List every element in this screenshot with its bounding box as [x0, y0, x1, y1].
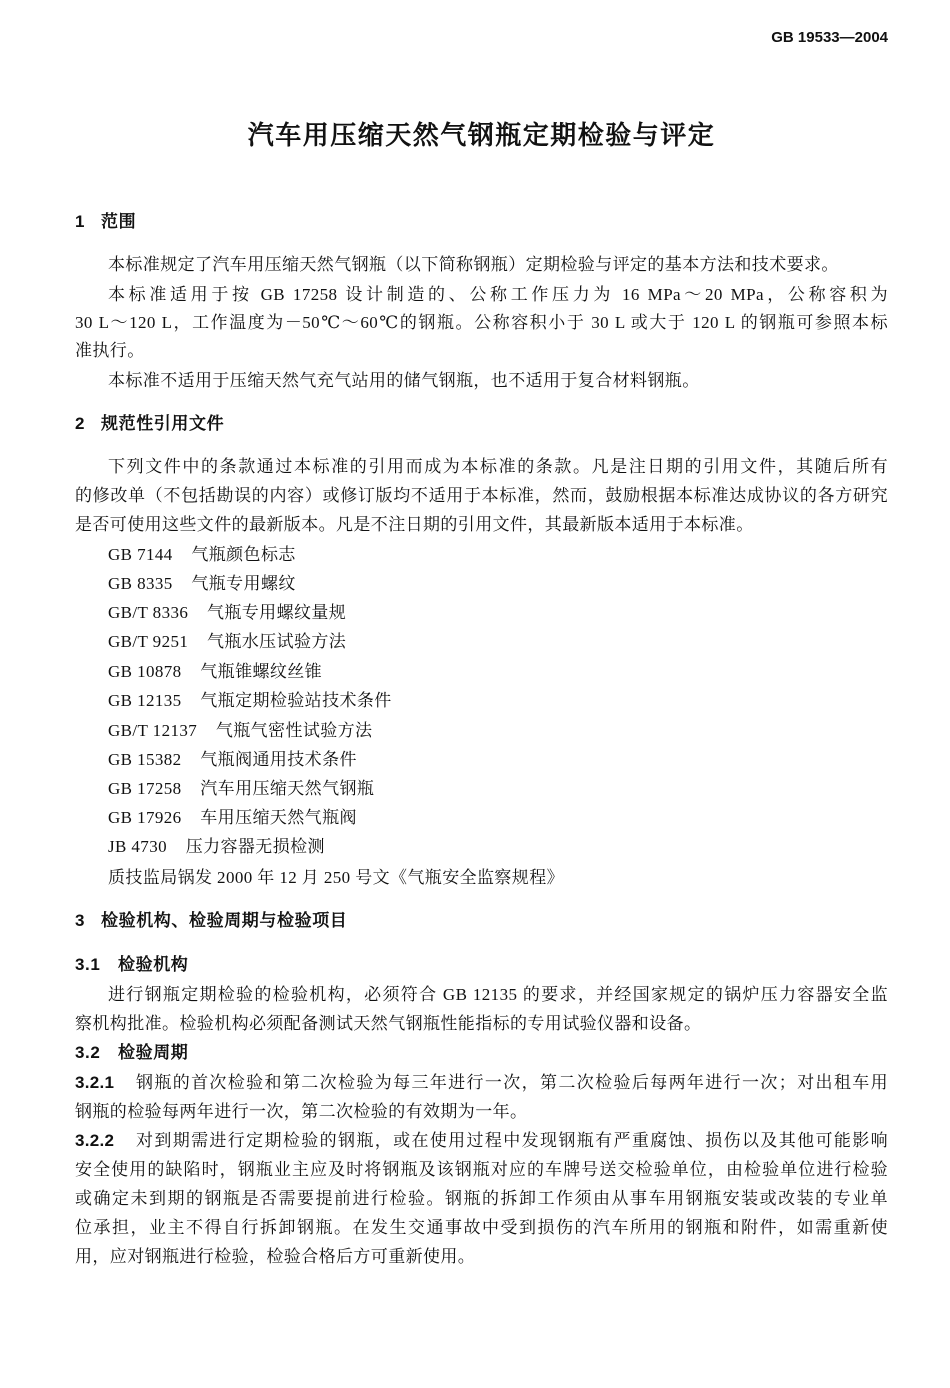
reference-title: 气瓶专用螺纹 — [191, 574, 296, 593]
reference-code: GB/T 12137 — [108, 721, 198, 740]
subsection-heading-3-1 — [75, 953, 188, 977]
paragraph-line: 本标准不适用于压缩天然气充气站用的储气钢瓶，也不适用于复合材料钢瓶。 — [108, 371, 700, 390]
reference-code: GB 17258 — [108, 779, 182, 798]
section-title: 规范性引用文件 — [101, 414, 225, 433]
reference-title: 气瓶水压试验方法 — [206, 632, 347, 651]
section-title: 范围 — [101, 212, 137, 231]
reference-item — [108, 806, 357, 830]
clause-number: 3.2.2 — [75, 1131, 115, 1150]
paragraph-line: 是否可使用这些文件的最新版本。凡是不注日期的引用文件，其最新版本适用于本标准。 — [75, 515, 754, 534]
document-title: 汽车用压缩天然气钢瓶定期检验与评定 — [247, 120, 716, 150]
paragraph-line: 安全使用的缺陷时，钢瓶业主应及时将钢瓶及该钢瓶对应的车牌号送交检验单位，由检验单位进行检验 — [75, 1160, 888, 1179]
section-heading-1 — [75, 210, 136, 234]
reference-title: 气瓶专用螺纹量规 — [206, 603, 347, 622]
reference-code: GB 10878 — [108, 662, 182, 681]
section-heading-2 — [75, 412, 224, 436]
reference-item — [108, 543, 296, 567]
section-heading-3 — [75, 909, 347, 933]
clause-number: 3.2.1 — [75, 1073, 115, 1092]
reference-item — [108, 689, 392, 713]
reference-title: 压力容器无损检测 — [185, 837, 325, 856]
reference-title: 车用压缩天然气瓶阀 — [200, 808, 357, 827]
paragraph-line: 或确定未到期的钢瓶是否需要提前进行检验。钢瓶的拆卸工作须由从事车用钢瓶安装或改装的专业单 — [75, 1189, 888, 1208]
paragraph-line: 进行钢瓶定期检验的检验机构，必须符合 GB 12135 的要求，并经国家规定的锅炉压力容器安全监 — [108, 985, 888, 1004]
reference-item — [108, 777, 374, 801]
reference-item — [108, 748, 357, 772]
reference-item — [108, 719, 372, 743]
reference-code: GB/T 9251 — [108, 632, 189, 651]
reference-code: GB 15382 — [108, 750, 182, 769]
reference-title: 气瓶锥螺纹丝锥 — [200, 662, 323, 681]
reference-code: GB 17926 — [108, 808, 182, 827]
reference-code: GB/T 8336 — [108, 603, 189, 622]
reference-title: 气瓶阀通用技术条件 — [200, 750, 357, 769]
subsection-number: 3.2 — [75, 1043, 101, 1062]
reference-code: GB 12135 — [108, 691, 182, 710]
reference-item — [108, 660, 322, 684]
clause-text: 钢瓶的首次检验和第二次检验为每三年进行一次，第二次检验后每两年进行一次；对出租车用 — [135, 1073, 888, 1092]
paragraph-line: 准执行。 — [75, 341, 145, 360]
paragraph-line: 本标准规定了汽车用压缩天然气钢瓶（以下简称钢瓶）定期检验与评定的基本方法和技术要求。 — [108, 255, 839, 274]
reference-item — [108, 572, 296, 596]
paragraph-line: 的修改单（不包括勘误的内容）或修订版均不适用于本标准，然而，鼓励根据本标准达成协议的各方研究 — [75, 486, 888, 505]
paragraph-line: 位承担，业主不得自行拆卸钢瓶。在发生交通事故中受到损伤的汽车所用的钢瓶和附件，如需重新使 — [75, 1218, 888, 1237]
subsection-title: 检验周期 — [118, 1043, 189, 1062]
reference-item — [108, 630, 346, 654]
reference-title: 气瓶颜色标志 — [191, 545, 296, 564]
section-number: 1 — [75, 212, 86, 231]
subsection-number: 3.1 — [75, 955, 101, 974]
reference-title: 汽车用压缩天然气钢瓶 — [200, 779, 375, 798]
reference-title: 气瓶定期检验站技术条件 — [200, 691, 392, 710]
clause-3-2-2-line — [75, 1129, 888, 1153]
paragraph-line: 本标准适用于按 GB 17258 设计制造的、公称工作压力为 16 MPa～20 MPa，公称容积为 — [108, 285, 888, 304]
section-title: 检验机构、检验周期与检验项目 — [101, 911, 348, 930]
clause-3-2-1-line — [75, 1071, 888, 1095]
paragraph-line: 用，应对钢瓶进行检验，检验合格后方可重新使用。 — [75, 1247, 476, 1266]
section-number: 3 — [75, 911, 86, 930]
reference-code: GB 8335 — [108, 574, 173, 593]
reference-item — [108, 835, 325, 859]
reference-code: JB 4730 — [108, 837, 168, 856]
paragraph-line: 钢瓶的检验每两年进行一次，第二次检验的有效期为一年。 — [75, 1102, 528, 1121]
paragraph-line: 下列文件中的条款通过本标准的引用而成为本标准的条款。凡是注日期的引用文件，其随后所有 — [108, 457, 888, 476]
reference-title: 气瓶气密性试验方法 — [215, 721, 373, 740]
regulation-reference: 质技监局锅发 2000 年 12 月 250 号文《气瓶安全监察规程》 — [108, 868, 564, 887]
reference-code: GB 7144 — [108, 545, 173, 564]
paragraph-line: 察机构批准。检验机构必须配备测试天然气钢瓶性能指标的专用试验仪器和设备。 — [75, 1014, 702, 1033]
clause-text: 对到期需进行定期检验的钢瓶，或在使用过程中发现钢瓶有严重腐蚀、损伤以及其他可能影响 — [135, 1131, 888, 1150]
section-number: 2 — [75, 414, 86, 433]
paragraph-line: 30 L～120 L，工作温度为－50℃～60℃的钢瓶。公称容积小于 30 L 或大于 120 L 的钢瓶可参照本标 — [75, 313, 888, 332]
subsection-title: 检验机构 — [118, 955, 189, 974]
subsection-heading-3-2 — [75, 1041, 188, 1065]
standard-number: GB 19533—2004 — [771, 29, 888, 46]
reference-item — [108, 601, 346, 625]
